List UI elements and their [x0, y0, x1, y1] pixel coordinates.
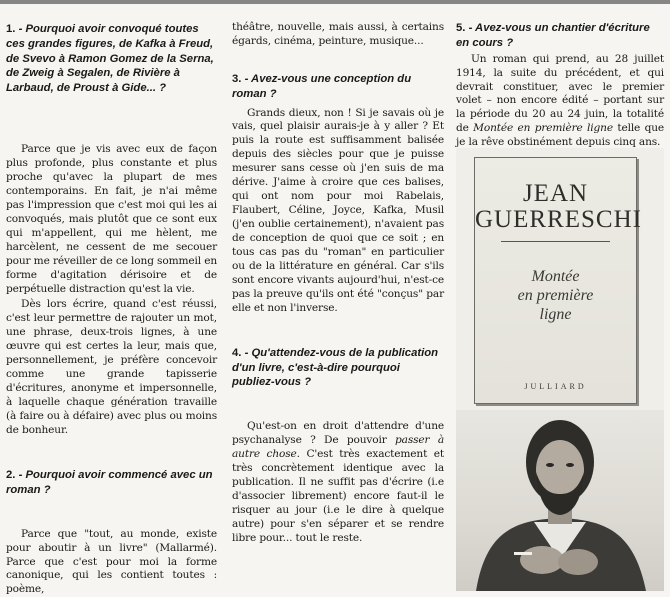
answer-2-continued: théâtre, nouvelle, mais aussi, à certains égards, cinéma, peinture, musique... — [232, 21, 444, 47]
author-photo — [456, 410, 664, 591]
answer-5-paragraph: Un roman qui prend, au 28 juillet 1914, la suite du précédent, et qui devrait constituer, avec le premier volet – non encore édité – portant sur la période du 20 au 24 juin, la totalité de Montée en première ligne telle que je la rêve obstinément depuis cinq ans. — [456, 52, 664, 149]
answer-3-paragraph: Grands dieux, non ! Si je savais où je vais, quel plaisir aurais-je à y aller ? Et puis la route est suffisamment balisée depuis des siècles pour que je puisse mesurer sans cesse où j'en suis de ma dérive. J'aime à croire que ces balises, qui ont nom pour moi Rabelais, Flaubert, Céline, Joyce, Kafka, Musil (j'en oublie certainement), n'avaient pas de conception de quoi que ce soit ; en tous cas pas du "roman" en particulier ou de la littérature en général. Car s'ils sont encore vivants aujourd'hui, n'est-ce pas la preuve qu'ils ont été "conçus" par elle et non l'inverse. — [232, 106, 444, 314]
column-3 — [456, 21, 664, 150]
answer-4-paragraph: Qu'est-on en droit d'attendre d'une psychanalyse ? De pouvoir passer à autre chose. C'est très exactement et très concrètement identique avec la publication. Il ne suffit pas d'écrire (i.e d'associer librement) encore faut-il le risquer au jour (i.e le dire à quelque autre) pour s'en séparer et se rendre libre pour... tout le reste. — [232, 420, 444, 544]
question-1: 1. - Pourquoi avoir convoqué toutes ces grandes figures, de Kafka à Freud, de Svevo à Ramon Gomez de la Serna, de Zweig à Segalen, de Rivière à Larbaud, de Proust à Gide... ? — [6, 23, 214, 95]
column-1 — [6, 22, 217, 597]
question-5: 5. - Avez-vous un chantier d'écriture en cours ? — [456, 22, 650, 49]
cover-publisher: JULLIARD — [524, 382, 587, 391]
column-2 — [232, 21, 444, 546]
cover-title: Montée en première ligne — [517, 268, 594, 323]
cover-author-name: JEAN GUERRESCHI — [475, 180, 642, 233]
cover-rule — [501, 241, 610, 242]
author-portrait-illustration — [456, 410, 664, 591]
question-2: 2. - Pourquoi avoir commencé avec un roman ? — [6, 469, 213, 496]
answer-1-paragraph-2: Dès lors écrire, quand c'est réussi, c'est leur permettre de rajouter un mot, une phrase, deux-trois lignes, à une œuvre qui est certes la leur, mais que, personnellement, je préfère concevoir comme une grande tapisserie d'écritures, anonyme et impersonnelle, à laquelle chaque génération travaille (à faire ou à défaire) avec plus ou moins de bonheur. — [6, 298, 217, 437]
question-4: 4. - Qu'attendez-vous de la publication d'un livre, c'est-à-dire pourquoi publiez-vous ? — [232, 346, 439, 389]
top-rule — [0, 0, 670, 4]
book-and-author-photo — [456, 148, 664, 591]
question-3: 3. - Avez-vous une conception du roman ? — [232, 72, 412, 100]
answer-2-paragraph: Parce que "tout, au monde, existe pour aboutir à un livre" (Mallarmé). Parce que c'est pour moi la forme canonique, qui les contient toutes : poème, — [6, 527, 217, 596]
book-cover — [474, 157, 642, 404]
answer-1-paragraph-1: Parce que je vis avec eux de façon plus profonde, plus constante et plus proche qu'avec la plupart de mes contemporains. En fait, je n'ai même pas l'impression que c'est moi qui les ai convoqués, mais plutôt que ce sont eux qui m'appellent, qui me hèlent, me harcèlent, ne cessent de me secouer pour me réveiller de ce long sommeil en forme d'agitation dérisoire et de perpétuelle distraction qu'est la vie. — [6, 142, 217, 295]
